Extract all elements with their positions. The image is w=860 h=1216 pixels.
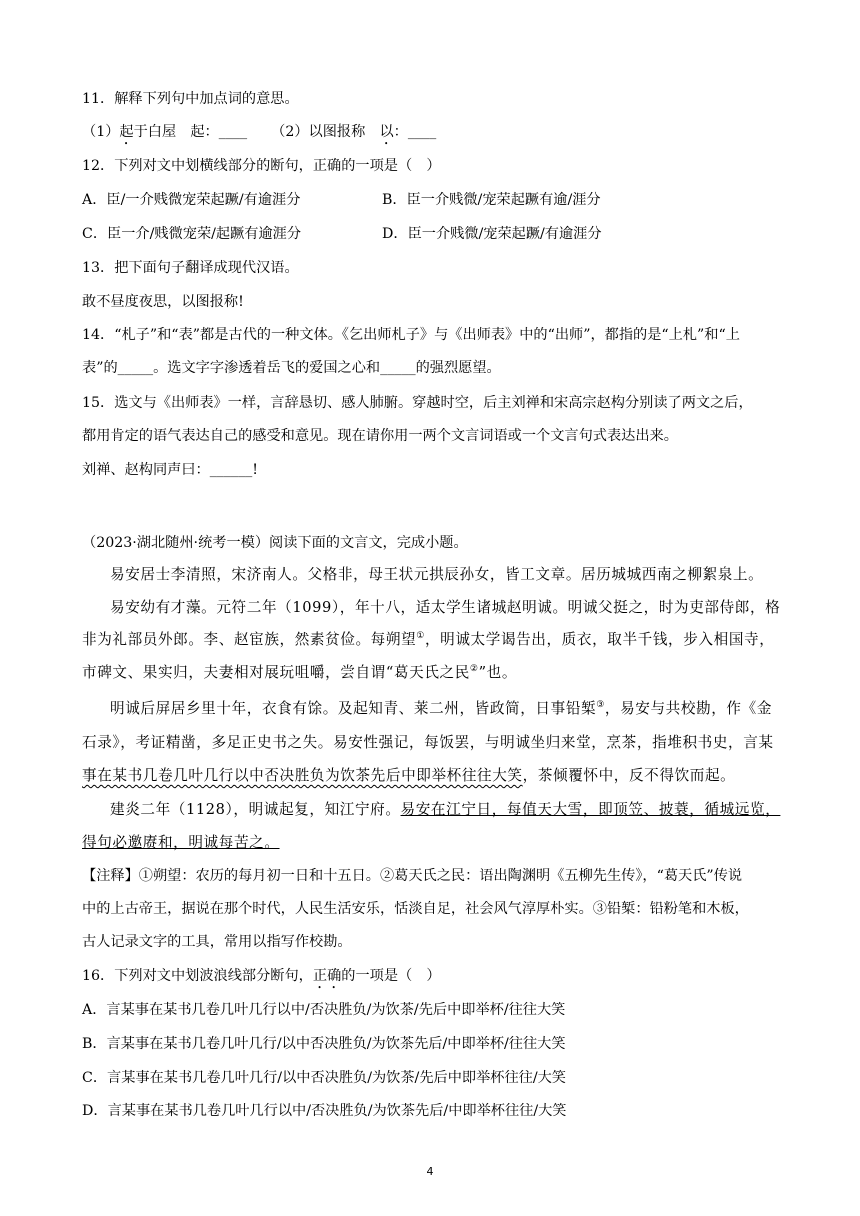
p2-line3-part-b: ”也。 xyxy=(478,664,518,681)
q11-title: 11．解释下列句中加点词的意思。 xyxy=(82,91,299,107)
footnote-ref-3: ③ xyxy=(596,700,605,711)
notes-line1: 【注释】①朔望：农历的每月初一日和十五日。②葛天氏之民：语出陶渊明《五柳先生传》，“葛天氏”传说 xyxy=(82,868,743,884)
q12-row-cd xyxy=(82,224,790,244)
q16-option-a: A．言某事在某书几卷几叶几行以中/否决胜负/为饮茶/先后中即举杯/往往大笑 xyxy=(82,1002,566,1018)
passage-source: （2023·湖北随州·统考一模）阅读下面的文言文，完成小题。 xyxy=(82,535,468,551)
passage-paragraph-1: 易安居士李清照，宋济南人。父格非，母王状元拱辰孙女，皆工文章。居历城城西南之柳絮泉上。 xyxy=(110,566,764,583)
passage-paragraph-2-line3 xyxy=(82,663,790,683)
q11-item2-prefix: （2）以图报称 xyxy=(271,124,380,140)
q15-line2: 都用肯定的语气表达自己的感受和意见。现在请你用一两个文言词语或一个文言句式表达出来。 xyxy=(82,428,678,444)
q12-option-b: B．臣一介贱微/宠荣起蹶有逾/涯分 xyxy=(382,192,601,208)
p3-line1-part-b: ，易安与共校勘，作《金 xyxy=(604,700,773,717)
passage-paragraph-4-line2 xyxy=(82,833,790,853)
q16-option-d: D．言某事在某书几卷几叶几行以中/否决胜负/为饮茶先后/中即举杯往往/大笑 xyxy=(82,1103,567,1119)
q11-item1-prefix: （1） xyxy=(82,124,120,140)
notes-line2: 中的上古帝王，据说在那个时代，人民生活安乐，恬淡自足，社会风气淳厚朴实。③铅椠：铅粉笔和木板， xyxy=(82,901,749,917)
q11-item1-dotted-word: 起 xyxy=(119,124,134,140)
passage-paragraph-2-line2 xyxy=(82,630,790,650)
p3-line3-rest: ，茶倾覆怀中，反不得饮而起。 xyxy=(522,767,736,784)
q13-sentence: 敢不昼度夜思，以图报称! xyxy=(82,294,244,310)
q16-option-b: B．言某事在某书几卷几叶几行/以中否决胜负/为饮茶先后/中即举杯/往往大笑 xyxy=(82,1036,566,1052)
footnote-ref-1: ① xyxy=(416,631,425,642)
p4-line1-part-a: 建炎二年（1128），明诚起复，知江宁府。 xyxy=(110,801,401,818)
wavy-underlined-text: 事在某书几卷几叶几行以中否决胜负为饮茶先后中即举杯往往大笑 xyxy=(82,767,523,784)
underlined-text-1: 易安在江宁日，每值天大雪，即顶笠、披蓑，循城远览， xyxy=(400,801,781,818)
p2-line2-part-b: ，明诚太学谒告出，质衣，取半千钱，步入相国寺， xyxy=(424,631,775,648)
passage-paragraph-4-line1 xyxy=(110,800,790,820)
page-number: 4 xyxy=(426,1165,434,1178)
q12-option-c: C．臣一介/贱微宠荣/起蹶有逾涯分 xyxy=(82,226,302,242)
footnote-ref-2: ② xyxy=(469,664,479,675)
p2-line3-part-a: 市碑文、果实归，夫妻相对展玩咀嚼，尝自谓“葛天氏之民 xyxy=(82,664,470,681)
q11-item2-rest: ：____ xyxy=(393,124,437,140)
q15-line3: 刘禅、赵构同声曰：______! xyxy=(82,462,258,478)
q11-item1-rest: 于白屋 起：____ xyxy=(133,124,248,140)
notes-line3: 古人记录文字的工具，常用以指写作校勘。 xyxy=(82,934,352,950)
passage-paragraph-3-line2: 石录》，考证精凿，多足正史书之失。易安性强记，每饭罢，与明诚坐归来堂，烹茶，指堆积书史，言某 xyxy=(82,734,774,751)
passage-paragraph-3-line3 xyxy=(82,766,790,786)
q13-title: 13．把下面句子翻译成现代汉语。 xyxy=(82,260,299,276)
underlined-text-2: 得句必邀赓和，明诚每苦之。 xyxy=(82,834,280,851)
q12-option-d: D．臣一介贱微/宠荣起蹶/有逾涯分 xyxy=(382,226,602,242)
q12-title: 12．下列对文中划横线部分的断句，正确的一项是（ ） xyxy=(82,158,441,174)
q11-item2-dotted-word: 以 xyxy=(379,124,394,140)
q16-option-c: C．言某事在某书几卷几叶几行/以中否决胜负/为饮茶/先后中即举杯往往/大笑 xyxy=(82,1070,566,1086)
q11-items xyxy=(82,122,790,148)
q16-title-part-b: 的一项是（ ） xyxy=(341,968,441,984)
q12-row-ab xyxy=(82,190,790,210)
q15-line1: 15．选文与《出师表》一样，言辞恳切、感人肺腑。穿越时空，后主刘禅和宋高宗赵构分别读了两文之后， xyxy=(82,395,753,411)
q14-line1: 14．“札子”和“表”都是古代的一种文体。《乞出师札子》与《出师表》中的“出师”，都指的是“上札”和“上 xyxy=(82,327,740,343)
q16-title-part-a: 16．下列对文中划波浪线部分断句， xyxy=(82,968,313,984)
q16-title xyxy=(82,966,790,992)
q16-dotted-word: 正确 xyxy=(312,968,342,984)
q12-option-a: A．臣/一介贱微宠荣起蹶/有逾涯分 xyxy=(82,192,301,208)
passage-paragraph-3-line1 xyxy=(110,699,790,719)
p3-line1-part-a: 明诚后屏居乡里十年，衣食有馀。及起知青、莱二州，皆政简，日事铅椠 xyxy=(110,700,597,717)
q14-line2: 表”的_____。选文字字渗透着岳飞的爱国之心和_____的强烈愿望。 xyxy=(82,360,501,376)
p2-line2-part-a: 非为礼部员外郎。李、赵宦族，然素贫俭。每朔望 xyxy=(82,631,417,648)
passage-paragraph-2-line1: 易安幼有才藻。元符二年（1099），年十八，适太学生诸城赵明诚。明诚父挺之，时为吏部侍郎，格 xyxy=(110,599,781,616)
